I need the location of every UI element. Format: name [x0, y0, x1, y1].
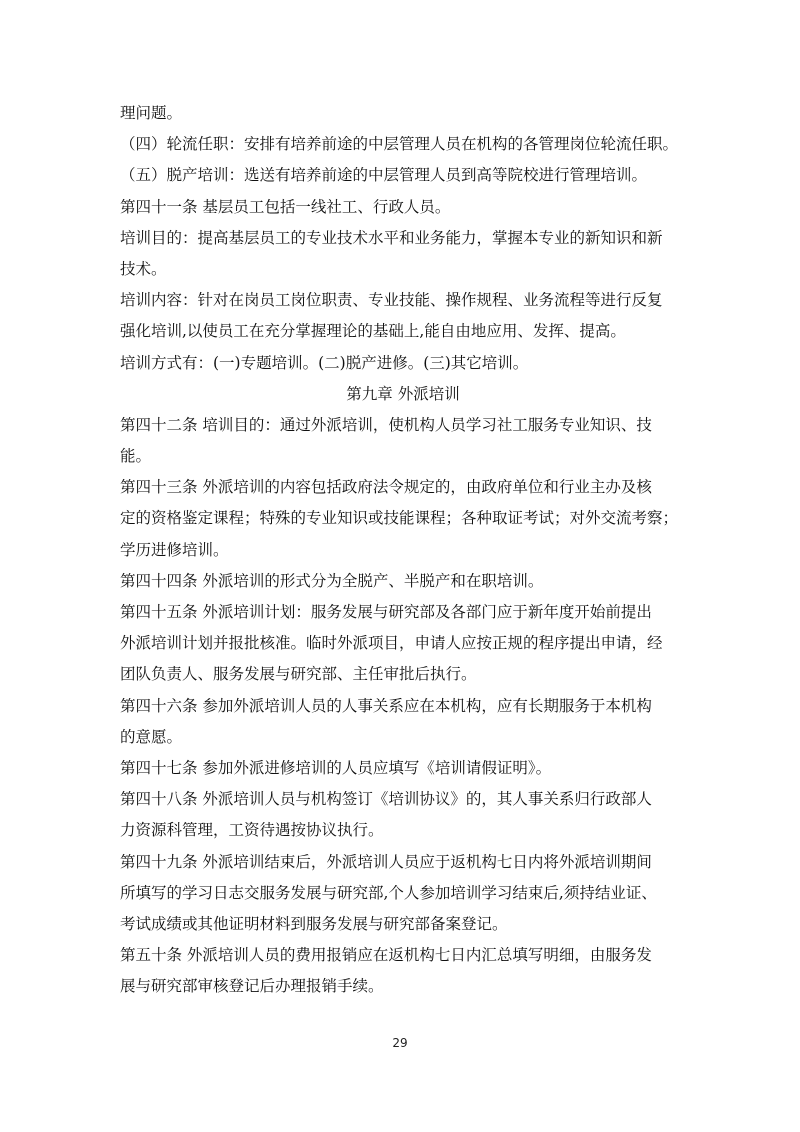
text-line: 第四十四条 外派培训的形式分为全脱产、半脱产和在职培训。 — [120, 571, 544, 590]
document-body — [120, 98, 686, 1002]
text-line: 技术。 — [120, 259, 167, 278]
text-line: （四）轮流任职：安排有培养前途的中层管理人员在机构的各管理岗位轮流任职。 — [120, 135, 679, 154]
text-line: 学历进修培训。 — [120, 540, 229, 559]
text-line: 强化培训,以使员工在充分掌握理论的基础上,能自由地应用、发挥、提高。 — [120, 322, 626, 341]
text-line: 第四十五条 外派培训计划：服务发展与研究部及各部门应于新年度开始前提出 — [120, 603, 652, 621]
text-line: 第四十三条 外派培训的内容包括政府法令规定的，由政府单位和行业主办及核 — [120, 478, 652, 497]
text-line: 团队负责人、服务发展与研究部、主任审批后执行。 — [120, 665, 477, 684]
text-line: 第四十二条 培训目的：通过外派培训，使机构人员学习社工服务专业知识、技 — [120, 415, 652, 434]
text-line: 外派培训计划并报批核准。临时外派项目，申请人应按正规的程序提出申请，经 — [120, 634, 663, 653]
text-line: 第四十一条 基层员工包括一线社工、行政人员。 — [120, 197, 451, 216]
text-line: 所填写的学习日志交服务发展与研究部,个人参加培训学习结束后,须持结业证、 — [120, 883, 657, 902]
page-number: 29 — [392, 1036, 408, 1050]
text-line: 第四十六条 参加外派培训人员的人事关系应在本机构，应有长期服务于本机构 — [120, 696, 652, 715]
text-line: 培训目的：提高基层员工的专业技术水平和业务能力，掌握本专业的新知识和新 — [120, 228, 663, 247]
text-line: 的意愿。 — [120, 727, 183, 746]
text-line: 展与研究部审核登记后办理报销手续。 — [120, 977, 384, 996]
text-line: 理问题。 — [120, 104, 183, 122]
text-line: 培训内容：针对在岗员工岗位职责、专业技能、操作规程、业务流程等进行反复 — [120, 291, 663, 310]
text-line: 第四十八条 外派培训人员与机构签订《培训协议》的，其人事关系归行政部人 — [120, 790, 652, 809]
chapter-heading: 第九章 外派培训 — [346, 384, 460, 403]
text-line: 第五十条 外派培训人员的费用报销应在返机构七日内汇总填写明细，由服务发 — [120, 946, 652, 965]
text-line: 第四十七条 参加外派进修培训的人员应填写《培训请假证明》。 — [120, 758, 552, 777]
text-line: 考试成绩或其他证明材料到服务发展与研究部备案登记。 — [120, 914, 508, 933]
text-line: 定的资格鉴定课程；特殊的专业知识或技能课程；各种取证考试；对外交流考察； — [120, 509, 679, 528]
text-line: 培训方式有：(一)专题培训。(二)脱产进修。(三)其它培训。 — [120, 353, 529, 372]
text-line: 力资源科管理，工资待遇按协议执行。 — [120, 821, 384, 840]
text-line: 第四十九条 外派培训结束后，外派培训人员应于返机构七日内将外派培训期间 — [120, 852, 652, 871]
text-line: （五）脱产培训：选送有培养前途的中层管理人员到高等院校进行管理培训。 — [120, 166, 648, 185]
text-line: 能。 — [120, 447, 152, 466]
